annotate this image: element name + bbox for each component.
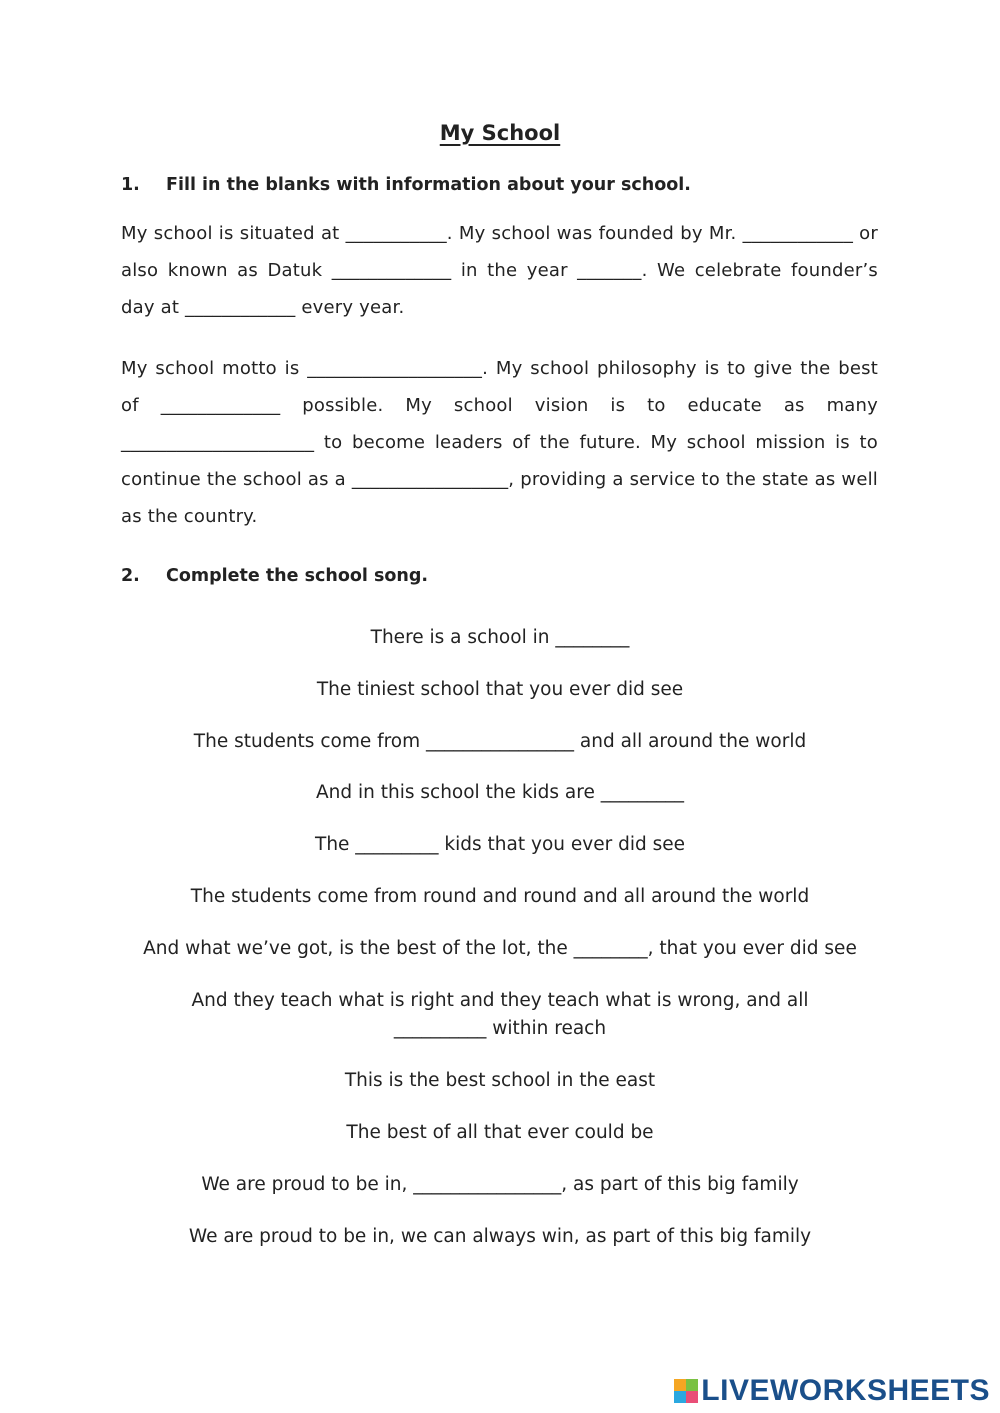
- page-title: My School: [439, 121, 561, 145]
- song-line-1: There is a school in ________: [370, 627, 630, 648]
- question-2-heading: [121, 566, 428, 586]
- logo-text: LIVEWORKSHEETS: [701, 1374, 990, 1407]
- song-line-8: And they teach what is right and they teach what is wrong, and all __________ within reach: [191, 990, 809, 1039]
- question-1-number: 1.: [121, 175, 140, 195]
- song-line-2: The tiniest school that you ever did see: [316, 679, 684, 700]
- song-line-5: The _________ kids that you ever did see: [315, 834, 685, 855]
- song-line-7: And what we’ve got, is the best of the lot, the ________, that you ever did see: [143, 938, 857, 959]
- question-1-paragraph-2: [121, 350, 878, 535]
- song-line-11: We are proud to be in, ________________, as part of this big family: [201, 1174, 799, 1195]
- song-line-3: The students come from ________________ and all around the world: [193, 731, 807, 752]
- song-line-9: This is the best school in the east: [344, 1070, 656, 1091]
- paragraph-2-text: My school motto is ___________________. My school philosophy is to give the best of _____________ possible. My school vision is to educate as many _____________________ to become leaders of the future. My school mission is to continue the school as a _________________, providing a service to the state as well as the country.: [121, 358, 878, 527]
- question-2-number: 2.: [121, 566, 140, 586]
- song-line-4: And in this school the kids are _________: [316, 782, 684, 803]
- question-1-heading: [121, 175, 691, 195]
- song-line-6: The students come from round and round and all around the world: [190, 886, 810, 907]
- question-1-text: Fill in the blanks with information about your school.: [166, 175, 691, 195]
- liveworksheets-logo: [674, 1375, 990, 1407]
- song-line-10: The best of all that ever could be: [346, 1122, 654, 1143]
- liveworksheets-mark-icon: [674, 1379, 698, 1403]
- question-1-paragraph-1: [121, 215, 878, 326]
- question-2-text: Complete the school song.: [166, 566, 429, 586]
- paragraph-1-text: My school is situated at ___________. My school was founded by Mr. ____________ or also known as Datuk _____________ in the year _______. We celebrate founder’s day at ____________ every year.: [121, 223, 878, 318]
- song-line-12: We are proud to be in, we can always win, as part of this big family: [188, 1226, 812, 1247]
